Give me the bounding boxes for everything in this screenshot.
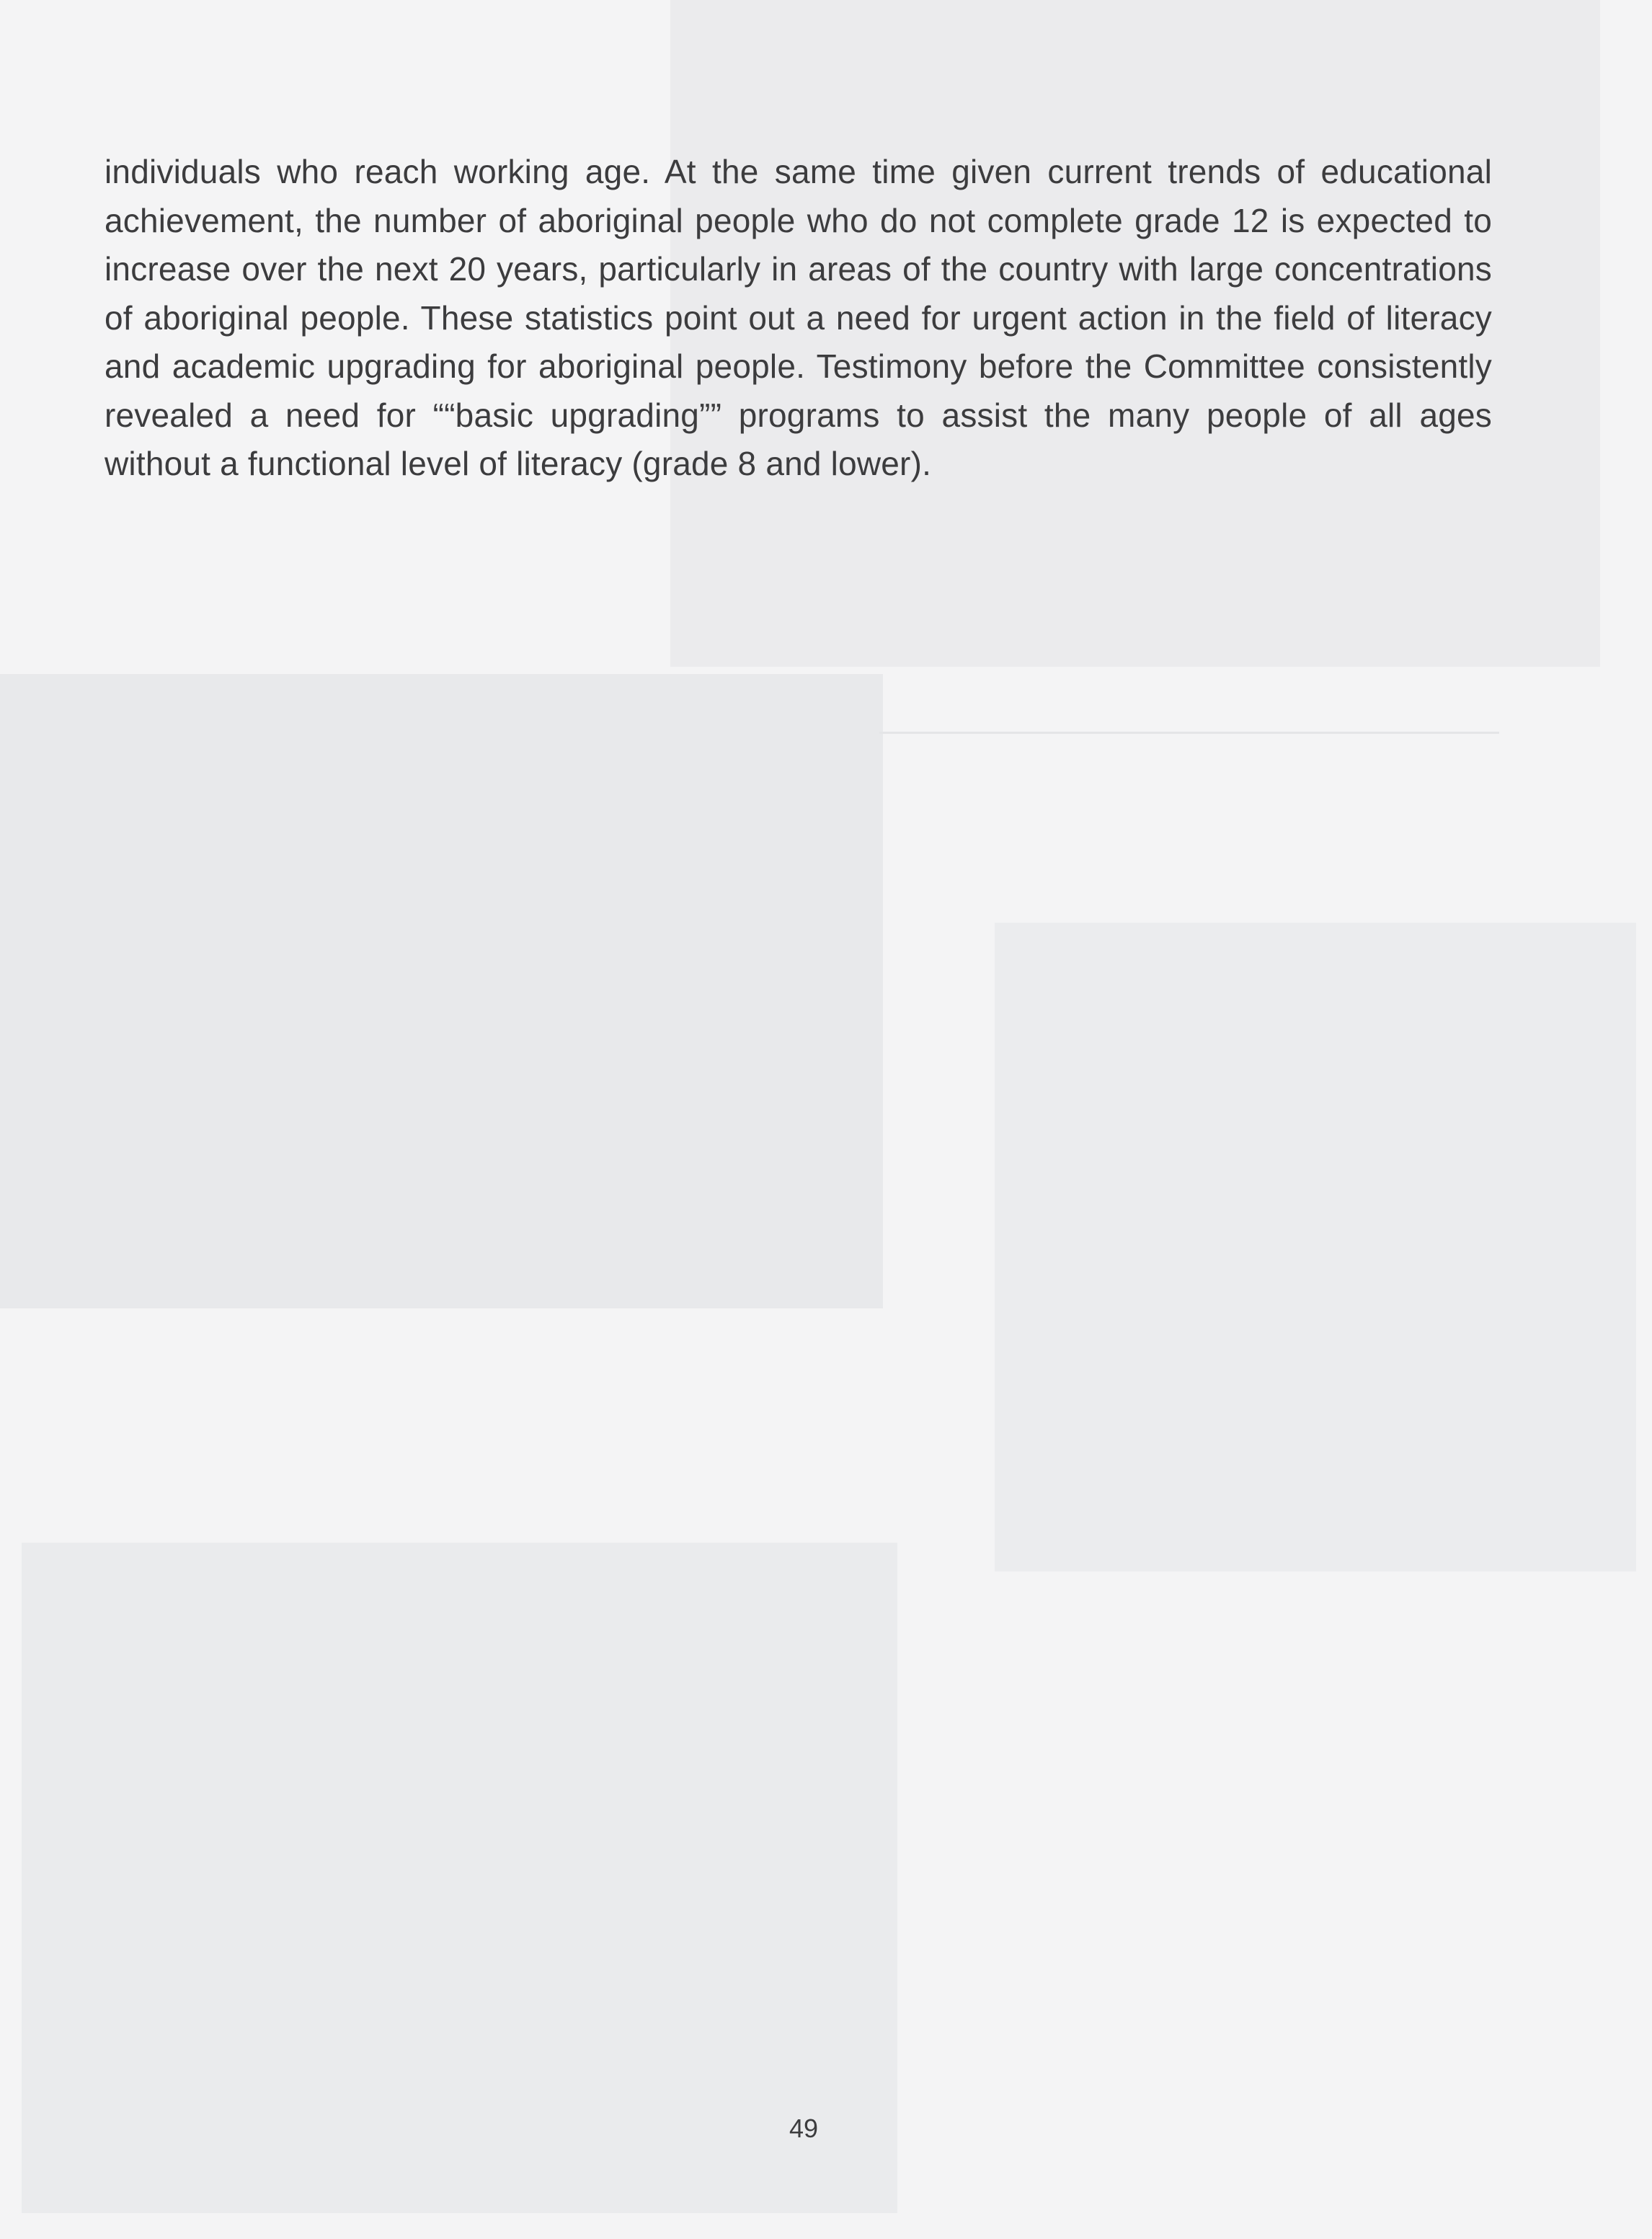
page-number: 49 (789, 2114, 819, 2143)
bleed-through-photo-left (0, 674, 883, 1308)
bleed-through-photo-right (995, 923, 1636, 1571)
bleed-through-photo-bottom (22, 1543, 897, 2213)
body-paragraph: individuals who reach working age. At the same time given current trends of educational achievement, the number of aboriginal people who do not complete grade 12 is expected to increase over the next 20 years, particularly in areas of the country with large concentrations of aboriginal people. These statistics point out a need for urgent action in the field of literacy and academic upgrading for aboriginal people. Testimony before the Committee consistently revealed a need for ““basic upgrading”” programs to assist the many people of all ages without a functional level of literacy (grade 8 and lower). (105, 153, 1492, 482)
bleed-through-rule (879, 732, 1499, 734)
